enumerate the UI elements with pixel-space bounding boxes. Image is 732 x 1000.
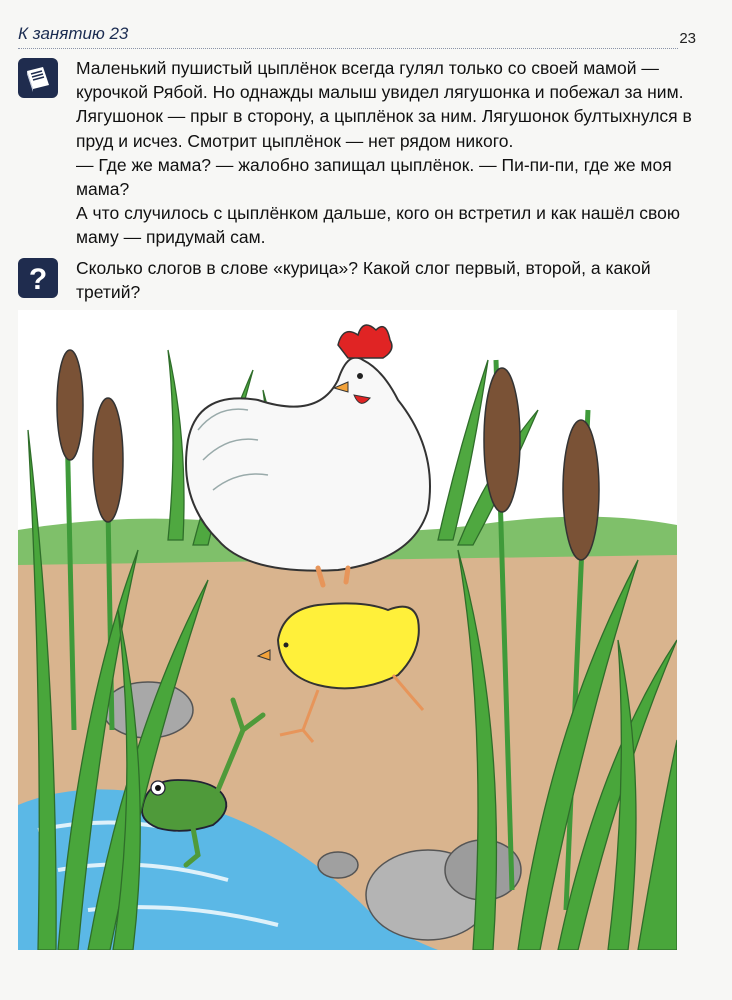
question-text	[76, 256, 694, 304]
illustration	[18, 310, 677, 950]
question-mark-icon	[18, 258, 58, 298]
illustration-canvas	[18, 310, 677, 950]
story-paragraph: Маленький пушистый цыплёнок всегда гулял только со своей мамой — курочкой Рябой. Но однажды малыш увидел лягушонка и побежал за ним. Лягушонок — прыг в сторону, а цыплёнок за ним. Лягушонок бултыхнулся в пруд и исчез. Смотрит цыплёнок — нет рядом никого.	[76, 58, 692, 151]
page-number: 23	[679, 30, 696, 47]
question-paragraph: Сколько слогов в слове «курица»? Какой слог первый, второй, а какой третий?	[76, 258, 651, 303]
stone-small	[318, 852, 358, 878]
header-divider	[18, 48, 678, 49]
story-paragraph: А что случилось с цыплёнком дальше, кого он встретил и как нашёл свою маму — придумай сам.	[76, 203, 681, 248]
lesson-title: К занятию 23	[18, 24, 129, 43]
svg-text:?: ?	[28, 263, 48, 296]
story-text	[76, 56, 694, 250]
book-icon	[18, 58, 58, 98]
page-header	[18, 24, 704, 54]
story-paragraph: — Где же мама? — жалобно запищал цыплёнок. — Пи-пи-пи, где же моя мама?	[76, 154, 672, 200]
